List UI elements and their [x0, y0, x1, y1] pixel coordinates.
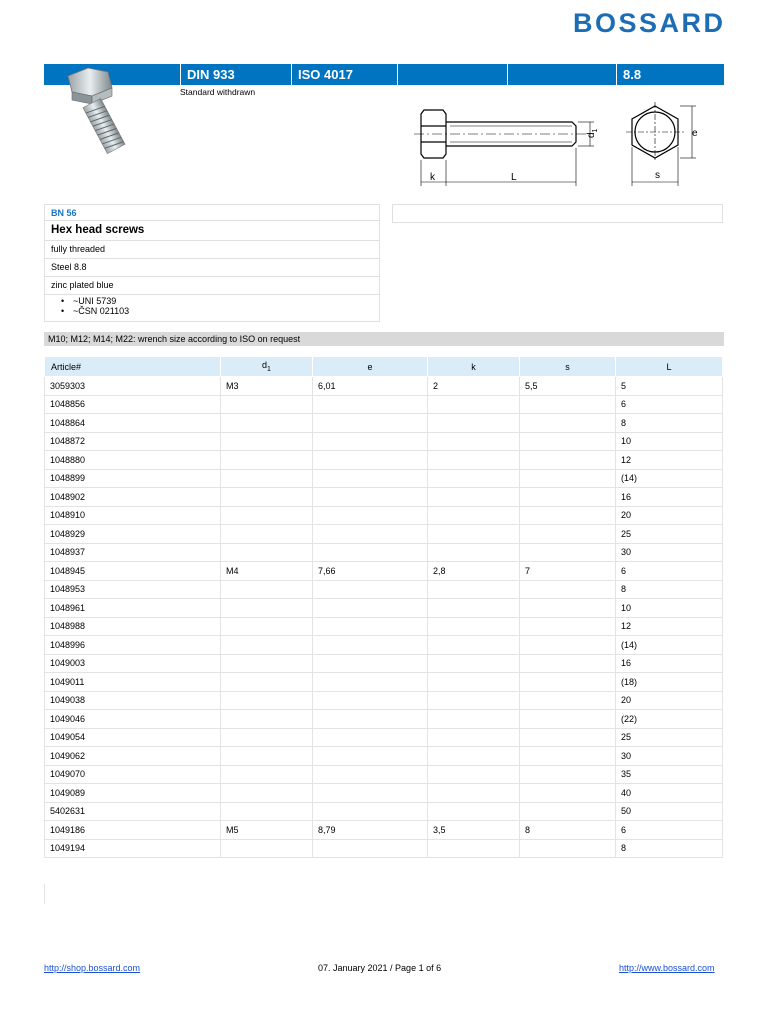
- article-number: 1049038: [45, 691, 221, 710]
- table-row: [45, 747, 723, 766]
- col-d1: $d_1$: [221, 357, 313, 377]
- dim-s: [520, 839, 616, 858]
- length: 16: [616, 654, 723, 673]
- standard-header-bar: [44, 64, 724, 85]
- dim-k: [428, 395, 520, 414]
- dim-k: [428, 506, 520, 525]
- article-number: 1048996: [45, 636, 221, 655]
- thread-size: [221, 488, 313, 507]
- dim-e: [313, 580, 428, 599]
- dim-k: [428, 488, 520, 507]
- dim-k: [428, 580, 520, 599]
- label-L: L: [511, 172, 517, 183]
- table-row: [45, 599, 723, 618]
- length: 25: [616, 728, 723, 747]
- din-standard: DIN 933: [180, 64, 291, 85]
- length: 40: [616, 784, 723, 803]
- dim-e: 7,66: [313, 562, 428, 581]
- dim-s: [520, 802, 616, 821]
- dim-s: [520, 747, 616, 766]
- article-number: 1048899: [45, 469, 221, 488]
- dim-s: [520, 765, 616, 784]
- thread-size: [221, 451, 313, 470]
- dim-s: [520, 599, 616, 618]
- length: 30: [616, 747, 723, 766]
- table-edge: [44, 884, 45, 904]
- dim-s: [520, 580, 616, 599]
- dim-s: 5,5: [520, 377, 616, 396]
- table-row: [45, 691, 723, 710]
- length: 6: [616, 821, 723, 840]
- dim-k: [428, 432, 520, 451]
- thread-size: [221, 802, 313, 821]
- article-number: 1048864: [45, 414, 221, 433]
- finish-row: [44, 277, 380, 295]
- thread-size: [221, 432, 313, 451]
- dim-e: [313, 617, 428, 636]
- length: 35: [616, 765, 723, 784]
- thread-size: M5: [221, 821, 313, 840]
- col-e: e: [313, 357, 428, 377]
- length: (14): [616, 469, 723, 488]
- table-row: [45, 562, 723, 581]
- dim-e: [313, 728, 428, 747]
- article-number: 1048902: [45, 488, 221, 507]
- thread-size: M4: [221, 562, 313, 581]
- dim-k: [428, 636, 520, 655]
- length: 6: [616, 562, 723, 581]
- header-cell-empty-1: [397, 64, 507, 85]
- table-row: [45, 728, 723, 747]
- dim-k: [428, 747, 520, 766]
- length: (14): [616, 636, 723, 655]
- dim-s: [520, 673, 616, 692]
- thread-row: [44, 241, 380, 259]
- article-number: 1049194: [45, 839, 221, 858]
- dim-k: 3,5: [428, 821, 520, 840]
- material-row: [44, 259, 380, 277]
- dim-k: [428, 469, 520, 488]
- table-row: [45, 710, 723, 729]
- empty-info-box: [392, 204, 723, 223]
- header-cell-empty-2: [507, 64, 616, 85]
- product-info-box: [44, 204, 380, 322]
- table-row: [45, 784, 723, 803]
- table-row: [45, 821, 723, 840]
- dim-k: [428, 802, 520, 821]
- article-number: 1048961: [45, 599, 221, 618]
- length: 12: [616, 617, 723, 636]
- standard-status: Standard withdrawn: [180, 87, 256, 97]
- dim-s: [520, 506, 616, 525]
- dim-e: [313, 747, 428, 766]
- article-number: 1049062: [45, 747, 221, 766]
- table-row: [45, 543, 723, 562]
- dim-k: [428, 451, 520, 470]
- dim-e: [313, 506, 428, 525]
- table-row: [45, 654, 723, 673]
- product-name: Hex head screws: [51, 224, 145, 236]
- dim-e: [313, 784, 428, 803]
- table-row: [45, 617, 723, 636]
- thread-size: [221, 506, 313, 525]
- length: 10: [616, 432, 723, 451]
- dim-e: [313, 636, 428, 655]
- thread-size: [221, 469, 313, 488]
- thread-size: [221, 543, 313, 562]
- article-table: [44, 356, 722, 858]
- dim-s: 8: [520, 821, 616, 840]
- dim-s: [520, 414, 616, 433]
- table-row: [45, 377, 723, 396]
- length: 20: [616, 506, 723, 525]
- dim-k: [428, 728, 520, 747]
- length: 25: [616, 525, 723, 544]
- thread-size: [221, 636, 313, 655]
- article-number: 1048856: [45, 395, 221, 414]
- table-row: [45, 580, 723, 599]
- thread-size: [221, 580, 313, 599]
- website-link[interactable]: http://www.bossard.com: [619, 963, 715, 973]
- dim-e: [313, 691, 428, 710]
- name-row: [44, 221, 380, 241]
- table-row: [45, 802, 723, 821]
- dim-k: [428, 654, 520, 673]
- label-d1: $d_1$: [586, 128, 599, 138]
- thread-type: fully threaded: [51, 244, 106, 254]
- equivalents-row: [44, 295, 380, 322]
- dim-s: [520, 488, 616, 507]
- length: 5: [616, 377, 723, 396]
- dim-e: [313, 525, 428, 544]
- dim-e: [313, 488, 428, 507]
- equivalents-list: [51, 296, 373, 316]
- thread-size: [221, 747, 313, 766]
- article-number: 1048880: [45, 451, 221, 470]
- article-number: 1049046: [45, 710, 221, 729]
- thread-size: [221, 525, 313, 544]
- label-s: s: [655, 170, 660, 181]
- dim-k: [428, 543, 520, 562]
- thread-size: [221, 710, 313, 729]
- product-image: [60, 66, 140, 156]
- dim-k: [428, 414, 520, 433]
- article-number: 5402631: [45, 802, 221, 821]
- col-article: Article#: [45, 357, 221, 377]
- length: (18): [616, 673, 723, 692]
- iso-standard: ISO 4017: [291, 64, 397, 85]
- table-header-row: [45, 357, 723, 377]
- bossard-logo: BOSSARD: [573, 8, 726, 38]
- dim-s: [520, 525, 616, 544]
- table-row: [45, 469, 723, 488]
- length: 6: [616, 395, 723, 414]
- dim-e: [313, 802, 428, 821]
- article-number: 1049186: [45, 821, 221, 840]
- article-number: 1048953: [45, 580, 221, 599]
- col-k: k: [428, 357, 520, 377]
- finish: zinc plated blue: [51, 280, 114, 290]
- article-number: 1048929: [45, 525, 221, 544]
- dim-e: [313, 451, 428, 470]
- equivalent-item: • ~ČSN 021103: [73, 306, 373, 316]
- table-row: [45, 432, 723, 451]
- article-number: 1049011: [45, 673, 221, 692]
- table-row: [45, 414, 723, 433]
- label-e: e: [692, 128, 698, 139]
- length: 30: [616, 543, 723, 562]
- table-row: [45, 636, 723, 655]
- dim-e: [313, 673, 428, 692]
- dim-s: [520, 691, 616, 710]
- thread-size: [221, 691, 313, 710]
- table-row: [45, 839, 723, 858]
- length: 50: [616, 802, 723, 821]
- dim-e: [313, 654, 428, 673]
- wrench-size-note: M10; M12; M14; M22: wrench size according to ISO on request: [44, 332, 724, 346]
- length: 8: [616, 839, 723, 858]
- col-L: L: [616, 357, 723, 377]
- length: 20: [616, 691, 723, 710]
- col-s: s: [520, 357, 616, 377]
- length: 12: [616, 451, 723, 470]
- dim-e: [313, 839, 428, 858]
- dim-k: [428, 784, 520, 803]
- thread-size: [221, 414, 313, 433]
- thread-size: [221, 395, 313, 414]
- dim-k: 2: [428, 377, 520, 396]
- thread-size: [221, 599, 313, 618]
- article-number: 3059303: [45, 377, 221, 396]
- length: 8: [616, 580, 723, 599]
- dim-e: [313, 395, 428, 414]
- article-number: 1048988: [45, 617, 221, 636]
- dim-e: [313, 599, 428, 618]
- page-info: 07. January 2021 / Page 1 of 6: [318, 963, 442, 973]
- article-number: 1048945: [45, 562, 221, 581]
- dim-k: 2,8: [428, 562, 520, 581]
- table-row: [45, 673, 723, 692]
- length: 16: [616, 488, 723, 507]
- material: Steel 8.8: [51, 262, 87, 272]
- thread-size: [221, 728, 313, 747]
- technical-drawing: [410, 100, 715, 190]
- dim-k: [428, 691, 520, 710]
- dim-e: [313, 414, 428, 433]
- table-row: [45, 525, 723, 544]
- dim-e: 8,79: [313, 821, 428, 840]
- article-number: 1049003: [45, 654, 221, 673]
- dim-k: [428, 839, 520, 858]
- thread-size: [221, 617, 313, 636]
- article-number: 1048910: [45, 506, 221, 525]
- label-k: k: [430, 172, 435, 183]
- article-number: 1048872: [45, 432, 221, 451]
- table-row: [45, 765, 723, 784]
- dim-s: [520, 543, 616, 562]
- dim-e: [313, 432, 428, 451]
- dim-s: [520, 432, 616, 451]
- thread-size: [221, 765, 313, 784]
- thread-size: [221, 784, 313, 803]
- length: (22): [616, 710, 723, 729]
- length: 8: [616, 414, 723, 433]
- dim-s: [520, 451, 616, 470]
- thread-size: [221, 654, 313, 673]
- dim-s: [520, 654, 616, 673]
- dim-s: [520, 395, 616, 414]
- dim-e: [313, 765, 428, 784]
- thread-size: M3: [221, 377, 313, 396]
- table-row: [45, 395, 723, 414]
- dim-s: [520, 728, 616, 747]
- length: 10: [616, 599, 723, 618]
- strength-class: 8.8: [616, 64, 724, 85]
- dim-k: [428, 599, 520, 618]
- dim-s: [520, 636, 616, 655]
- dim-s: [520, 617, 616, 636]
- dim-k: [428, 710, 520, 729]
- article-number: 1049054: [45, 728, 221, 747]
- equivalent-item: • ~UNI 5739: [73, 296, 373, 306]
- dim-e: 6,01: [313, 377, 428, 396]
- shop-link[interactable]: http://shop.bossard.com: [44, 963, 141, 973]
- bn-code: BN 56: [51, 208, 77, 218]
- dim-s: [520, 710, 616, 729]
- article-number: 1048937: [45, 543, 221, 562]
- dim-k: [428, 765, 520, 784]
- dim-e: [313, 469, 428, 488]
- dim-k: [428, 525, 520, 544]
- article-number: 1049089: [45, 784, 221, 803]
- dim-s: 7: [520, 562, 616, 581]
- article-number: 1049070: [45, 765, 221, 784]
- table-row: [45, 451, 723, 470]
- dim-e: [313, 710, 428, 729]
- thread-size: [221, 673, 313, 692]
- thread-size: [221, 839, 313, 858]
- dim-e: [313, 543, 428, 562]
- dim-k: [428, 617, 520, 636]
- dim-k: [428, 673, 520, 692]
- table-row: [45, 506, 723, 525]
- dim-s: [520, 469, 616, 488]
- table-row: [45, 488, 723, 507]
- bn-row: [44, 204, 380, 221]
- dim-s: [520, 784, 616, 803]
